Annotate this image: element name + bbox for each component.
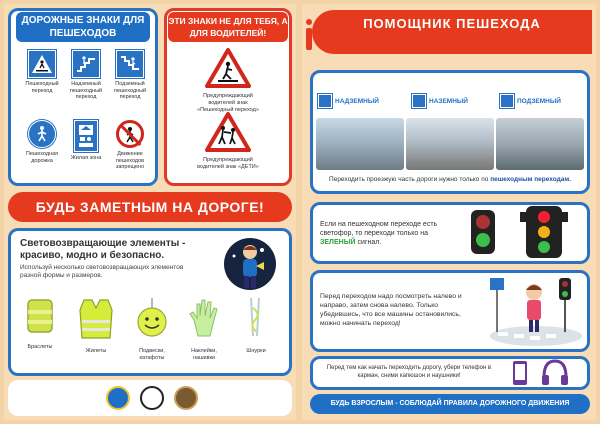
driver-signs-title: ЭТИ ЗНАКИ НЕ ДЛЯ ТЕБЯ, А ДЛЯ ВОДИТЕЛЕЙ!	[168, 12, 288, 42]
item-pendants: Подвески, катафоты	[128, 296, 176, 361]
tab-overpass: НАДЗЕМНЫЙ	[318, 94, 379, 108]
sign-no-pedestrians: Движение пешеходов запрещено	[108, 120, 152, 171]
look-around-text: Перед переходом надо посмотреть налево и направо, затем снова налево. Только убедившись, что все машины остановились, можно начинать переход!	[320, 293, 462, 327]
car-traffic-light-icon	[520, 204, 568, 262]
girl-with-reflector-illustration	[220, 236, 280, 292]
warning-children-sign: Предупреждающий водителей знак «ДЕТИ»	[190, 112, 266, 171]
ministry-emblem-logo	[174, 386, 198, 410]
pedestrian-traffic-light-icon	[468, 208, 498, 258]
shoelace-icon	[241, 296, 271, 340]
warning-crossing-sign: Предупреждающий водителей знак «Пешеходный переход»	[190, 48, 266, 114]
item-bracelets: Браслеты	[16, 296, 64, 351]
be-visible-banner: БУДЬ ЗАМЕТНЫМ НА ДОРОГЕ!	[8, 192, 292, 222]
underpass-icon	[116, 50, 144, 78]
tab-underground: ПОДЗЕМНЫЙ	[500, 94, 561, 108]
ground-mini-icon	[412, 94, 426, 108]
traffic-police-logo	[106, 386, 130, 410]
crossings-note: Переходить проезжую часть дороги нужно только по пешеходным переходам.	[329, 176, 571, 183]
overpass-photo	[316, 118, 404, 170]
item-stickers: Наклейки, нашивки	[180, 296, 228, 361]
item-laces: Шнурки	[232, 296, 280, 355]
warning-crossing-icon	[205, 48, 251, 88]
logos-strip	[8, 380, 292, 416]
pedestrian-helper-title: ПОМОЩНИК ПЕШЕХОДА	[312, 10, 592, 54]
road-safety-logo	[140, 386, 164, 410]
pedestrian-crossing-icon	[28, 50, 56, 78]
girl-at-crossing-illustration	[486, 274, 586, 348]
sign-overpass: Надземный пешеходный переход	[64, 50, 108, 101]
vest-icon	[76, 296, 116, 340]
reflective-title: Световозвращающие элементы - красиво, модно и безопасно.	[20, 238, 186, 261]
smiley-pendant-icon	[134, 296, 170, 340]
no-pedestrians-icon	[116, 120, 144, 148]
item-vests: Жилеты	[72, 296, 120, 355]
sign-footpath: Пешеходная дорожка	[20, 120, 64, 164]
ground-crossing-photo	[406, 118, 494, 170]
pedestrian-signs-title: ДОРОЖНЫЕ ЗНАКИ ДЛЯ ПЕШЕХОДОВ	[16, 12, 150, 42]
phone-text: Перед тем как начать переходить дорогу, убери телефон в карман, сними капюшон и наушники!	[326, 365, 492, 379]
tab-ground: НАЗЕМНЫЙ	[412, 94, 468, 108]
underground-mini-icon	[500, 94, 514, 108]
overpass-icon	[72, 50, 100, 78]
bracelet-icon	[22, 296, 58, 336]
sign-underpass: Подземный пешеходный переход	[108, 50, 152, 101]
phone-icon	[508, 359, 532, 387]
footer-banner: БУДЬ ВЗРОСЛЫМ - СОБЛЮДАЙ ПРАВИЛА ДОРОЖНОГО ДВИЖЕНИЯ	[310, 394, 590, 414]
residential-zone-icon	[74, 120, 98, 152]
warning-children-icon	[205, 112, 251, 152]
reflective-text: Используй несколько световозвращающих элементов разной формы и размеров.	[20, 264, 184, 279]
hand-sticker-icon	[184, 296, 224, 340]
underpass-photo	[496, 118, 584, 170]
sign-pedestrian-crossing: Пешеходный переход	[20, 50, 64, 94]
sign-residential-zone: Жилая зона	[64, 120, 108, 162]
headphones-icon	[540, 359, 570, 387]
overpass-mini-icon	[318, 94, 332, 108]
traffic-light-text: Если на пешеходном переходе есть светофор, то переходи только на ЗЕЛЕНЫЙ сигнал.	[320, 221, 438, 246]
footpath-icon	[28, 120, 56, 148]
